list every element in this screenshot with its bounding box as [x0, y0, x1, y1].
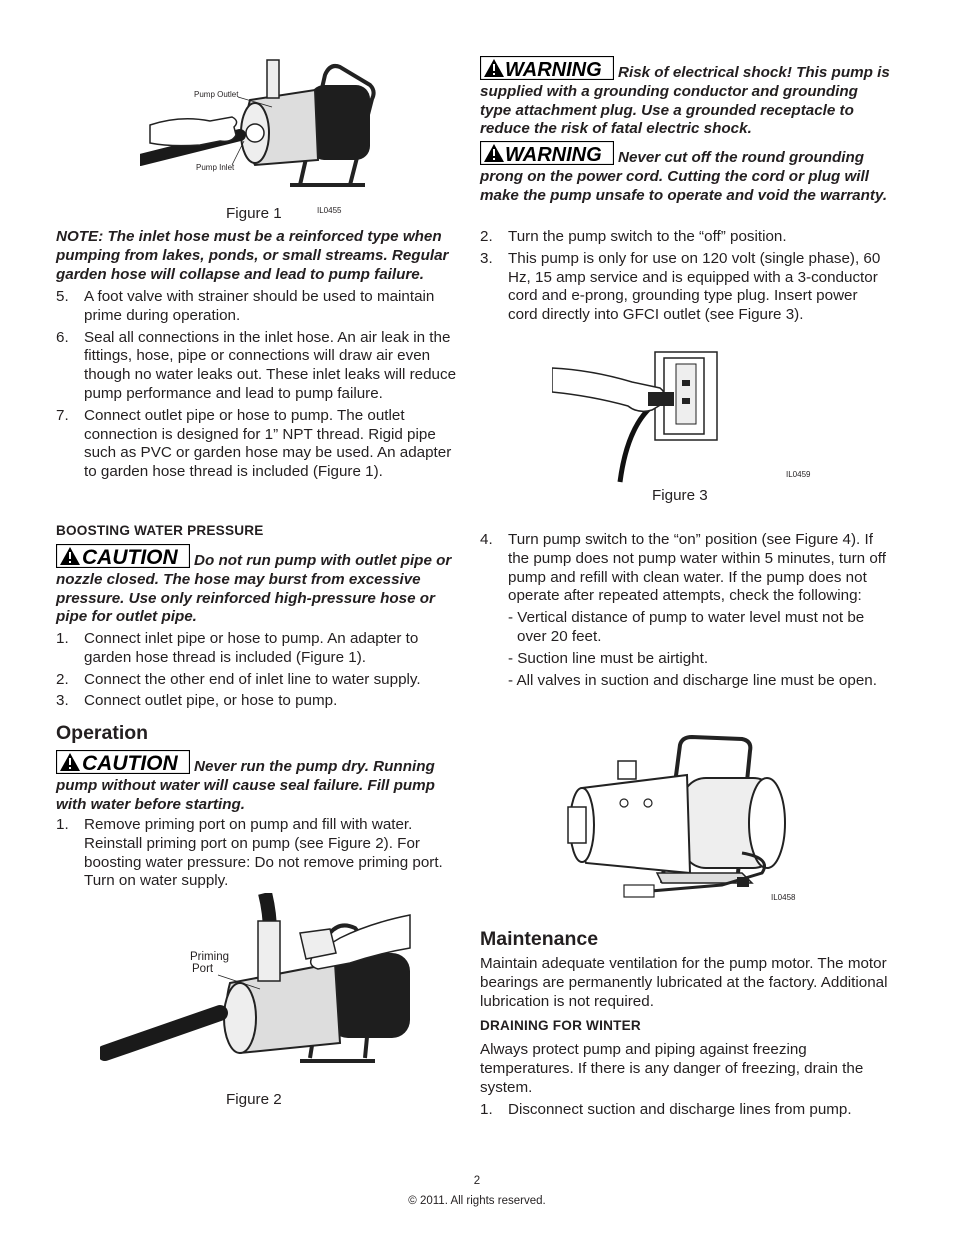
list-text: Connect outlet pipe, or hose to pump. [84, 692, 338, 710]
caution-label: CAUTION [82, 752, 178, 774]
priming-illustration [100, 893, 420, 1073]
list-number: 1. [56, 816, 69, 833]
list-number: 3. [56, 692, 69, 710]
list-item: - Suction line must be airtight. [508, 649, 709, 667]
figure-4-code: IL0458 [771, 893, 796, 902]
list-item: - Vertical distance of pump to water level must not be over 20 feet. [508, 609, 865, 645]
list-text: Disconnect suction and discharge lines from pump. [508, 1101, 852, 1118]
steps-list-c [56, 816, 460, 891]
priming-label-line1: Priming [190, 951, 229, 963]
list-number: 1. [56, 630, 69, 647]
steps-list-e [480, 1101, 890, 1120]
warning-electrical-shock [480, 56, 890, 139]
list-item [480, 250, 890, 325]
list-item [56, 816, 460, 891]
warning-label: WARNING [505, 59, 602, 80]
figure-1-code: IL0455 [317, 206, 342, 215]
figure-1-caption: Figure 1 [226, 205, 282, 222]
pump-inlet-label: Pump Inlet [196, 163, 235, 172]
warning-grounding-prong [480, 141, 890, 205]
boosting-caution [56, 544, 460, 627]
check-list [480, 609, 890, 690]
figure-1 [140, 55, 380, 195]
list-number: 6. [56, 328, 69, 346]
list-text: Connect inlet pipe or hose to pump. An adapter to garden hose thread is included (Figure 1). [84, 630, 419, 666]
list-number: 2. [480, 228, 493, 245]
caution-text: Do not run pump with outlet pipe or nozzle closed. The hose may burst from excessive pressure. Use only reinforced high-pressure hose or pipe for outlet pipe. [56, 552, 452, 626]
pump-inlet-illustration [140, 55, 380, 195]
figure-3 [552, 348, 822, 483]
list-number: 4. [480, 531, 493, 548]
inlet-hose-note: NOTE: The inlet hose must be a reinforced type when pumping from lakes, ponds, or small streams. Regular garden hose will collapse and lead to pump failure. [56, 228, 449, 283]
warning-badge [480, 56, 614, 80]
list-item [56, 407, 460, 482]
list-text: Turn the pump switch to the “off” position. [508, 228, 787, 245]
page-number: 2 [473, 1175, 481, 1187]
figure-2-caption: Figure 2 [226, 1091, 282, 1108]
warning-text: Never cut off the round grounding prong on the power cord. Cutting the cord or plug will make the pump unsafe to operate and void the warranty. [480, 149, 888, 204]
warning-badge [480, 141, 614, 165]
list-number: 3. [480, 249, 493, 267]
figure-3-code: IL0459 [786, 470, 811, 479]
list-item [56, 630, 460, 668]
list-item [56, 288, 460, 326]
list-text: Seal all connections in the inlet hose. An air leak in the fittings, hose, pipe or connections will draw air even though no water leaks out. These inlet leaks will reduce pump performance and lead to pump failure. [84, 328, 457, 402]
caution-label: CAUTION [82, 546, 178, 568]
steps-list-b [56, 630, 460, 711]
priming-port-label [190, 951, 229, 975]
pump-illustration [562, 733, 802, 903]
list-item [480, 1101, 890, 1120]
list-item [480, 228, 890, 247]
maintenance-text: Maintain adequate ventilation for the pump motor. The motor bearings are permanently lubricated at the factory. Additional lubrication is not required. [480, 955, 888, 1010]
draining-text: Always protect pump and piping against freezing temperatures. If there is any danger of freezing, drain the system. [480, 1041, 864, 1096]
list-text: Remove priming port on pump and fill with water. Reinstall priming port on pump (see Figure 2). For boosting water pressure: Do not remove priming port. Turn on water supply. [84, 816, 443, 890]
list-item [56, 329, 460, 404]
figure-4 [562, 733, 802, 903]
operation-caution [56, 750, 460, 814]
list-text: Turn pump switch to the “on” position (see Figure 4). If the pump does not pump water within 5 minutes, turn off pump and refill with clean water. If the pump does not operate after repeated attempts, check the following: [508, 531, 886, 605]
pump-outlet-label: Pump Outlet [194, 90, 239, 99]
boosting-heading: BOOSTING WATER PRESSURE [56, 523, 264, 538]
list-text: Connect outlet pipe or hose to pump. The outlet connection is designed for 1” NPT thread. Rigid pipe such as PVC or garden hose may be used. An adapter to garden hose thread is included (Figure 1). [84, 406, 452, 481]
list-item [56, 692, 460, 711]
list-item [480, 531, 890, 606]
gfci-outlet-illustration [552, 348, 822, 483]
caution-text: Never run the pump dry. Running pump without water will cause seal failure. Fill pump with water before starting. [56, 758, 435, 813]
operation-heading: Operation [56, 722, 149, 744]
list-number: 1. [480, 1101, 493, 1118]
priming-label-line2: Port [192, 963, 214, 975]
list-text: This pump is only for use on 120 volt (single phase), 60 Hz, 15 amp service and is equipped with a 3-conductor cord and e-prong, grounding type plug. Insert power cord directly into GFCI outlet (see Figure 3). [508, 249, 881, 324]
steps-list-d [480, 228, 890, 325]
list-item: - All valves in suction and discharge line must be open. [508, 671, 877, 689]
steps-list-a [56, 288, 460, 482]
warning-text: Risk of electrical shock! This pump is supplied with a grounding conductor and grounding type attachment plug. Use a grounded receptacle to reduce the risk of fatal electric shock. [480, 64, 890, 138]
draining-heading: DRAINING FOR WINTER [480, 1018, 641, 1033]
list-text: A foot valve with strainer should be used to maintain prime during operation. [84, 288, 435, 324]
list-number: 7. [56, 406, 69, 424]
list-text: Connect the other end of inlet line to water supply. [84, 670, 421, 688]
maintenance-heading: Maintenance [480, 928, 599, 950]
warning-label: WARNING [505, 144, 602, 165]
caution-badge [56, 750, 190, 774]
figure-2 [100, 893, 420, 1073]
figure-3-caption: Figure 3 [652, 487, 708, 504]
list-number: 2. [56, 670, 69, 688]
step-4 [480, 531, 890, 690]
caution-badge [56, 544, 190, 568]
copyright: © 2011. All rights reserved. [408, 1195, 546, 1207]
list-number: 5. [56, 288, 69, 305]
list-item [56, 671, 460, 690]
